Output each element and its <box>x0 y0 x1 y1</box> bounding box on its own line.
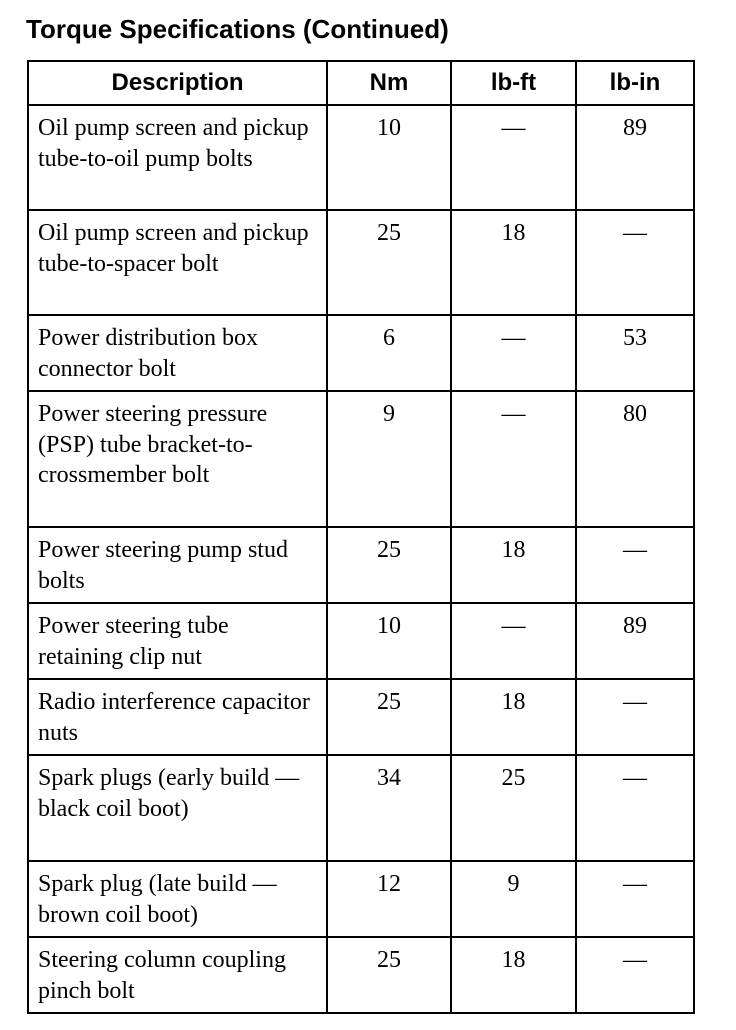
description-cell: Oil pump screen and pickup tube-to-oil pump bolts <box>28 105 327 210</box>
description-cell: Spark plugs (early build — black coil boot) <box>28 755 327 861</box>
table-row <box>28 679 694 755</box>
table-row <box>28 755 694 861</box>
page-title: Torque Specifications (Continued) <box>26 14 449 44</box>
lb-ft-cell: 18 <box>451 527 576 603</box>
table-row <box>28 210 694 315</box>
description-cell: Spark plug (late build — brown coil boot) <box>28 861 327 937</box>
nm-cell: 9 <box>327 391 451 527</box>
nm-cell: 25 <box>327 679 451 755</box>
description-cell: Power distribution box connector bolt <box>28 315 327 391</box>
lb-ft-cell: 18 <box>451 210 576 315</box>
lb-in-cell: — <box>576 679 694 755</box>
nm-cell: 25 <box>327 210 451 315</box>
nm-cell: 34 <box>327 755 451 861</box>
nm-cell: 25 <box>327 527 451 603</box>
table-row <box>28 861 694 937</box>
torque-spec-table <box>27 60 695 1014</box>
table-row <box>28 315 694 391</box>
nm-cell: 12 <box>327 861 451 937</box>
lb-ft-cell: 18 <box>451 679 576 755</box>
table-row <box>28 105 694 210</box>
description-cell: Radio interference capacitor nuts <box>28 679 327 755</box>
table-row <box>28 603 694 679</box>
header-lb-ft: lb-ft <box>451 61 576 105</box>
table-row <box>28 391 694 527</box>
description-cell: Power steering pressure (PSP) tube bracket-to-crossmember bolt <box>28 391 327 527</box>
lb-in-cell: — <box>576 755 694 861</box>
lb-in-cell: 89 <box>576 105 694 210</box>
description-cell: Oil pump screen and pickup tube-to-spacer bolt <box>28 210 327 315</box>
lb-ft-cell: — <box>451 105 576 210</box>
description-cell: Steering column coupling pinch bolt <box>28 937 327 1013</box>
description-cell: Power steering tube retaining clip nut <box>28 603 327 679</box>
lb-ft-cell: 25 <box>451 755 576 861</box>
lb-in-cell: 80 <box>576 391 694 527</box>
lb-in-cell: 53 <box>576 315 694 391</box>
lb-ft-cell: — <box>451 603 576 679</box>
nm-cell: 10 <box>327 105 451 210</box>
lb-ft-cell: 18 <box>451 937 576 1013</box>
lb-in-cell: — <box>576 527 694 603</box>
header-description: Description <box>28 61 327 105</box>
lb-ft-cell: — <box>451 391 576 527</box>
header-nm: Nm <box>327 61 451 105</box>
lb-in-cell: — <box>576 937 694 1013</box>
lb-ft-cell: 9 <box>451 861 576 937</box>
lb-in-cell: — <box>576 210 694 315</box>
description-cell: Power steering pump stud bolts <box>28 527 327 603</box>
table-header-row <box>28 61 694 105</box>
table-row <box>28 527 694 603</box>
nm-cell: 6 <box>327 315 451 391</box>
lb-in-cell: — <box>576 861 694 937</box>
header-lb-in: lb-in <box>576 61 694 105</box>
nm-cell: 25 <box>327 937 451 1013</box>
nm-cell: 10 <box>327 603 451 679</box>
lb-ft-cell: — <box>451 315 576 391</box>
table-row <box>28 937 694 1013</box>
lb-in-cell: 89 <box>576 603 694 679</box>
